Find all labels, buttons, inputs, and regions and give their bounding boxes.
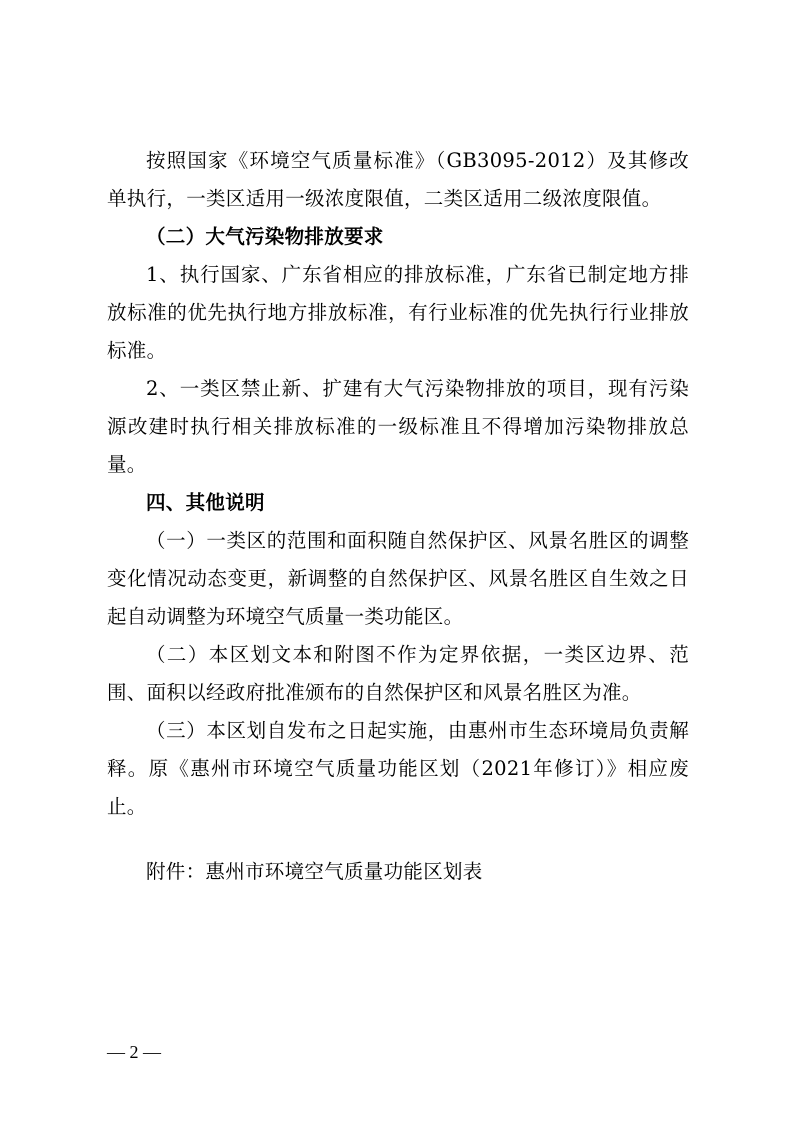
- section-heading-emission-requirements: （二）大气污染物排放要求: [146, 225, 384, 248]
- page-number: — 2 —: [107, 1042, 161, 1062]
- attachment-line: 附件：惠州市环境空气质量功能区划表: [146, 860, 483, 883]
- paragraph-emission-standard-2: 2、一类区禁止新、扩建有大气污染物排放的项目，现有污染源改建时执行相关排放标准的一级标准且不得增加污染物排放总量。: [107, 377, 689, 476]
- paragraph-note-2: （二）本区划文本和附图不作为定界依据，一类区边界、范围、面积以经政府批准颁布的自然保护区和风景名胜区为准。: [107, 643, 689, 704]
- paragraph-note-3: （三）本区划自发布之日起实施，由惠州市生态环境局负责解释。原《惠州市环境空气质量功能区划（2021年修订）》相应废止。: [107, 719, 689, 818]
- paragraph-note-1: （一）一类区的范围和面积随自然保护区、风景名胜区的调整变化情况动态变更，新调整的自然保护区、风景名胜区自生效之日起自动调整为环境空气质量一类功能区。: [107, 529, 689, 628]
- paragraph-air-quality-standard: 按照国家《环境空气质量标准》（GB3095-2012）及其修改单执行，一类区适用一级浓度限值，二类区适用二级浓度限值。: [107, 149, 689, 210]
- section-heading-other-notes: 四、其他说明: [146, 491, 265, 514]
- paragraph-emission-standard-1: 1、执行国家、广东省相应的排放标准，广东省已制定地方排放标准的优先执行地方排放标准，有行业标准的优先执行行业排放标准。: [107, 263, 689, 362]
